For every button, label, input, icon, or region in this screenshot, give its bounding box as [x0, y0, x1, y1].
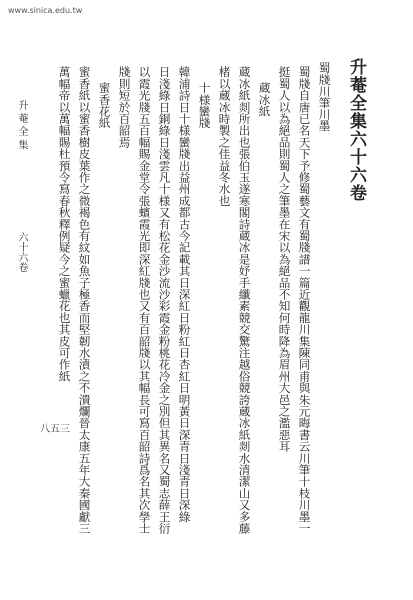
section-heading-honey-paper: 蜜香花紙	[97, 82, 112, 129]
text-column-1: 蜀牋自唐已名天下予修蜀藝文有蜀牋譜一篇近觀龍川集陳同甫與朱元晦書云川筆十枝川墨一	[297, 66, 312, 534]
text-column-9: 蜜香紙以蜜香樹皮葉作之微褐色有紋如魚子極香而堅韌水漬之不潰爛晉太康五年大秦國獻三	[77, 66, 92, 534]
section-heading-ice-paper: 蔵冰紙	[257, 82, 272, 117]
text-column-8: 牋則短於百韶焉	[117, 66, 132, 148]
text-column-7: 以霞光牋五百幅賜金堂令張蠙霞光即深紅牋也又有百韶牋以其幅長可寫百韶詩爲名其次學士	[137, 66, 152, 534]
section-heading-shu-paper: 蜀牋川筆川墨	[317, 62, 332, 132]
page-number: 八五三	[40, 424, 70, 435]
margin-book-title: 升 菴 全 集	[16, 100, 27, 150]
text-column-5: 韓浦詩日十様蠻牋出益州成都古今記載其日深紅日粉紅日杏紅日明黃日深青日淺青日深綠	[177, 66, 192, 523]
text-column-10: 萬幅帝以萬幅賜杜預令寫春秋釋例疑今之蜜蠟花也其皮可作紙	[57, 66, 72, 382]
section-heading-ten-paper: 十様蠻牋	[197, 82, 212, 129]
text-column-6: 日淺綠日銅綠日淺雲凡十様又有松花金沙流沙彩霞金粉桃花冷金之別但其異名又蜀志薛王衍	[157, 66, 172, 534]
library-stamp: www.sinica.edu.tw	[8, 6, 83, 15]
margin-volume: 六十六卷	[16, 232, 27, 272]
text-column-4: 楮以蔵冰時製之佳益冬水也	[217, 66, 232, 207]
text-column-2: 挺蜀人以為絕品則蜀人之筆墨在宋以為絕品不知何時降為眉州大邑之濫惡耳	[277, 66, 292, 453]
text-column-3: 蔵冰紙剡所出也張伯玉遂寒閣詩蔵冰是妤手纖素競交驚注越俗競誇蔵冰紙剡水清潔山又多藤	[237, 66, 252, 534]
volume-title: 升菴全集六十六卷	[346, 58, 366, 202]
